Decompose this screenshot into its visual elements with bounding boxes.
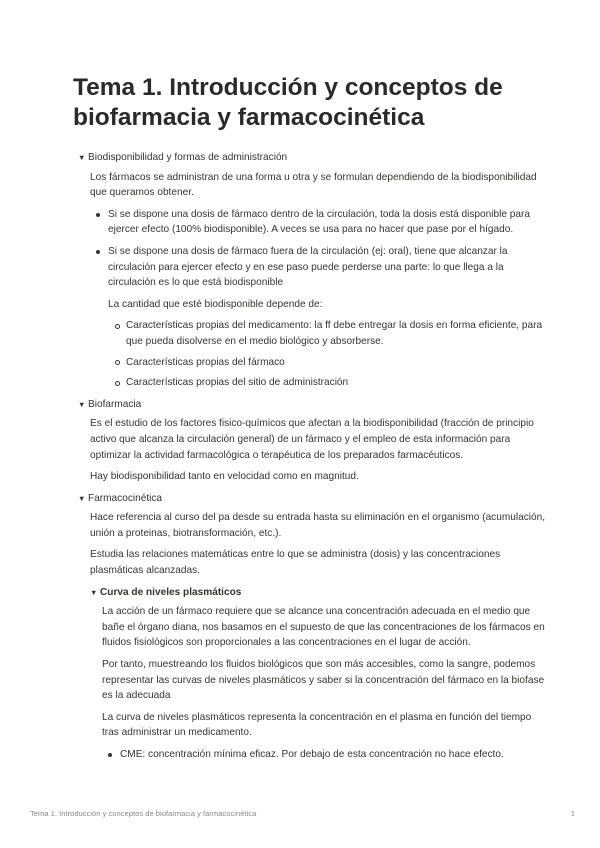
nested-bullet-list — [108, 318, 548, 390]
list-item — [90, 244, 548, 391]
paragraph: Los fármacos se administran de una forma u otra y se formulan dependiendo de la biodisponibilidad que queramos obtener. — [90, 171, 537, 199]
bullet-list — [102, 747, 548, 763]
section-body-curva — [90, 604, 548, 762]
page-content — [78, 150, 548, 769]
list-item-text: Si se dispone una dosis de fármaco fuera de la circulación (ej: oral), tiene que alcanzar la circulación para ejercer efecto y en ese paso puede perderse una parte: lo que llega a la circulación es lo que está biodisponible — [108, 245, 508, 289]
section-body-biofarmacia — [78, 416, 548, 484]
toggle-triangle-icon[interactable]: ▼ — [78, 493, 86, 503]
list-item-text: CME: concentración mínima eficaz. Por debajo de esta concentración no hace efecto. — [120, 749, 504, 760]
list-item-text: Características propias del fármaco — [126, 356, 285, 368]
list-item — [108, 318, 548, 349]
paragraph: Hay biodisponibilidad tanto en velocidad como en magnitud. — [90, 471, 359, 483]
toggle-triangle-icon[interactable]: ▼ — [78, 399, 86, 409]
page-number: 1 — [570, 809, 575, 818]
paragraph: Es el estudio de los factores fisico-químicos que afectan a la biodisponibilidad (fracción de principio activo que alcanza la circulación general) de un fármaco y el empleo de esta información para optimizar la actividad farmacológica o terapéutica de los preparados farmacéuticos. — [90, 418, 534, 461]
bullet-list — [90, 207, 548, 391]
toggle-biofarmacia[interactable] — [78, 397, 548, 413]
list-item — [108, 355, 548, 371]
list-item-text: Si se dispone una dosis de fármaco dentro de la circulación, toda la dosis está disponible para ejercer efecto (100% biodisponible). A veces se usa para no hacer que pase por el hígado. — [108, 208, 530, 236]
list-item — [102, 747, 548, 763]
toggle-title: Curva de niveles plasmáticos — [100, 586, 242, 598]
toggle-biodisponibilidad[interactable] — [78, 150, 548, 166]
toggle-farmacocinetica[interactable] — [78, 491, 548, 507]
bullet-disc-icon — [96, 213, 100, 217]
bullet-circle-icon — [115, 360, 120, 365]
page-title: Tema 1. Introducción y conceptos de biofarmacia y farmacocinética — [73, 74, 503, 131]
bullet-disc-icon — [108, 753, 112, 757]
paragraph: La curva de niveles plasmáticos representa la concentración en el plasma en función del tiempo tras administrar un medicamento. — [102, 711, 532, 739]
toggle-title: Farmacocinética — [88, 492, 163, 504]
toggle-title: Biofarmacia — [88, 398, 142, 410]
toggle-triangle-icon[interactable]: ▼ — [90, 587, 98, 597]
section-body-farmacocinetica — [78, 510, 548, 762]
paragraph: Por tanto, muestreando los fluidos biológicos que son más accesibles, como la sangre, podemos representar las curvas de niveles plasmáticos y saber si la concentración del fármaco en la biofase es la adecuada — [102, 659, 545, 702]
paragraph: Estudia las relaciones matemáticas entre lo que se administra (dosis) y las concentraciones plasmáticas alcanzadas. — [90, 549, 501, 577]
paragraph: Hace referencia al curso del pa desde su entrada hasta su eliminación en el organismo (acumulación, unión a proteinas, biotransformación, etc.). — [90, 512, 546, 539]
list-item — [90, 207, 548, 238]
toggle-title: Biodisponibilidad y formas de administración — [88, 152, 288, 163]
footer-title: Tema 1. Introducción y conceptos de biofarmacia y farmacocinética — [30, 809, 257, 818]
page-footer — [30, 809, 575, 818]
list-item — [108, 375, 548, 391]
paragraph: La acción de un fármaco requiere que se alcance una concentración adecuada en el medio que bañe el órgano diana, nos basamos en el supuesto de que las concentraciones de los fármacos en fluidos fisiológicos son proporcionales a las concentraciones en el lugar de acción. — [102, 606, 545, 649]
toggle-curva-niveles[interactable] — [90, 585, 548, 601]
section-body-biodisponibilidad — [78, 170, 548, 391]
list-item-text: Características propias del sitio de administración — [126, 377, 349, 389]
paragraph: La cantidad que esté biodisponible depende de: — [108, 298, 323, 310]
bullet-disc-icon — [96, 250, 100, 254]
toggle-triangle-icon[interactable]: ▼ — [78, 153, 86, 162]
bullet-circle-icon — [115, 324, 120, 329]
bullet-circle-icon — [115, 381, 120, 386]
list-item-text: Características propias del medicamento: la ff debe entregar la dosis en forma eficiente, para que pueda disolverse en el medio biológico y absorberse. — [126, 320, 543, 347]
